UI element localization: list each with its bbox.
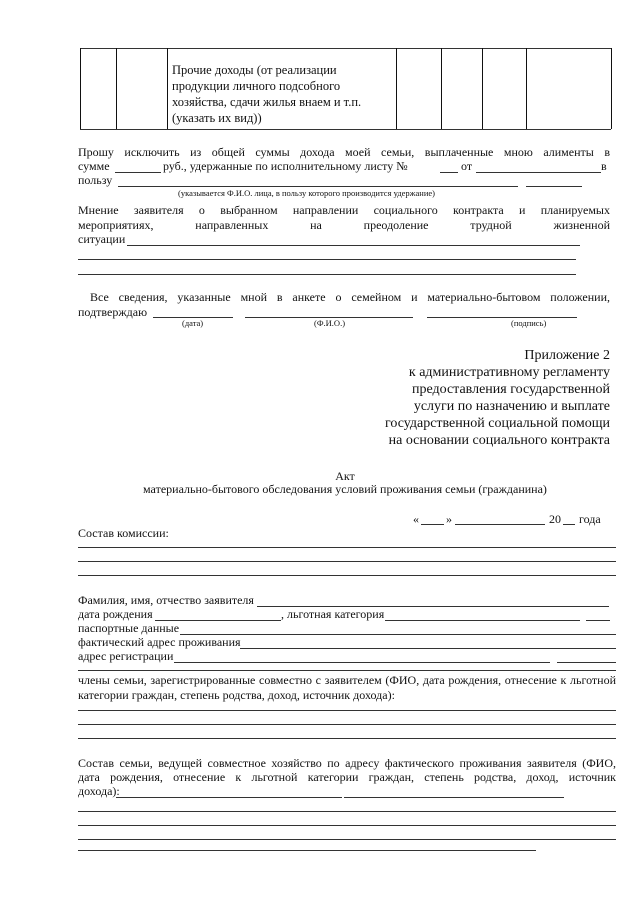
sign-label: (подпись) — [511, 318, 547, 328]
confirm-line-1: Все сведения, указанные мной в анкете о семейном и материально-бытовом положении, — [90, 290, 610, 304]
request-line-2d: в — [601, 159, 607, 173]
passport-label: паспортные данные — [78, 621, 180, 635]
act-year-suffix: года — [579, 512, 601, 526]
household-line-3: дохода): — [78, 784, 120, 798]
actual-address-label: фактический адрес проживания — [78, 635, 241, 649]
opinion-line-2: мероприятиях, направленных на преодоление трудной жизненной — [78, 218, 610, 232]
appendix-line-1: Приложение 2 — [524, 348, 610, 363]
opinion-line-3: ситуации — [78, 232, 126, 246]
appendix-line-4: услуги по назначению и выплате — [413, 399, 610, 414]
request-line-2a: сумме — [78, 159, 110, 173]
act-date-close: » — [446, 512, 452, 526]
appendix-line-5: государственной социальной помощи — [384, 416, 610, 431]
household-line-2: дата рождения, отнесение к льготной категории граждан, степень родства, доход, источник — [78, 770, 616, 784]
act-subtitle: материально-бытового обследования условий проживания семьи (гражданина) — [143, 482, 547, 496]
confirm-line-2: подтверждаю — [78, 305, 148, 319]
request-note: (указывается Ф.И.О. лица, в пользу которого производится удержание) — [178, 188, 436, 198]
act-title: Акт — [335, 469, 355, 483]
fio-label: Фамилия, имя, отчество заявителя — [78, 593, 254, 607]
opinion-line-1: Мнение заявителя о выбранном направлении социального контракта и планируемых — [78, 203, 610, 217]
household-line-1: Состав семьи, ведущей совместное хозяйство по адресу фактического проживания заявителя (ФИО, — [78, 756, 616, 770]
request-line-1: Прошу исключить из общей суммы дохода моей семьи, выплаченные мною алименты в — [78, 145, 610, 159]
commission-label: Состав комиссии: — [78, 526, 169, 540]
table-cell-other-income: Прочие доходы (от реализации продукции личного подсобного хозяйства, сдачи жилья внаем и т.п. (указать их вид)) — [172, 63, 362, 125]
category-label: , льготная категория — [281, 607, 385, 621]
members-line-2: категории граждан, степень родства, доход, источник дохода): — [78, 688, 395, 702]
reg-address-label: адрес регистрации — [78, 649, 174, 663]
members-line-1: члены семьи, зарегистрированные совместно с заявителем (ФИО, дата рождения, отнесение к льготной — [78, 673, 616, 687]
appendix-line-3: предоставления государственной — [411, 382, 610, 397]
act-year-prefix: 20 — [549, 512, 561, 526]
request-line-3: пользу — [78, 173, 113, 187]
birth-label: дата рождения — [78, 607, 153, 621]
date-label: (дата) — [182, 318, 204, 328]
request-line-2b: руб., удержанные по исполнительному листу № — [163, 159, 408, 173]
appendix-line-2: к административному регламенту — [408, 365, 610, 380]
act-date-open: « — [413, 512, 419, 526]
appendix-line-6: на основании социального контракта — [388, 433, 610, 448]
request-line-2c: от — [461, 159, 473, 173]
name-label: (Ф.И.О.) — [314, 318, 346, 328]
